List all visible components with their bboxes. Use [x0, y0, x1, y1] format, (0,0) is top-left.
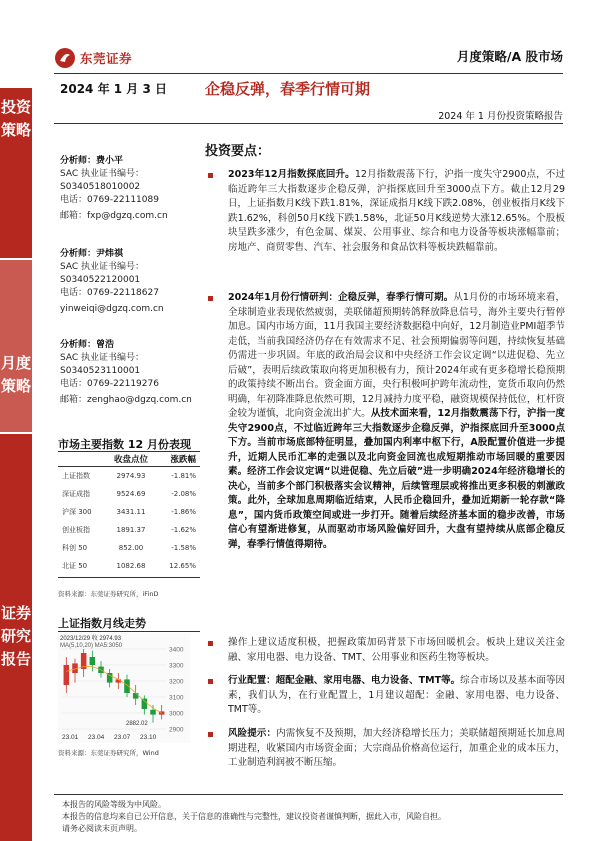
index-change: -1.86% — [171, 508, 196, 516]
table-row — [58, 467, 200, 485]
report-subtitle: 2024 年 1 月份投资策略报告 — [438, 111, 563, 122]
index-close: 1891.37 — [116, 526, 146, 534]
index-header-close: 收盘点位 — [113, 455, 148, 465]
analyst-phone: 电话：0769-22119276 — [60, 379, 159, 389]
brand-name: 东莞证券 — [80, 51, 133, 66]
analyst-name: 分析师：曾浩 — [60, 340, 115, 350]
brand-logo — [54, 47, 132, 69]
index-change: -2.08% — [171, 490, 196, 498]
index-table-header — [58, 453, 200, 465]
bullet-icon — [208, 296, 213, 301]
footer-divider — [54, 794, 563, 795]
y-tick-label: 3100 — [169, 694, 184, 702]
trend-chart — [58, 633, 190, 743]
candle-body — [64, 665, 70, 685]
candle-body — [133, 693, 139, 699]
key-point-item — [208, 674, 565, 718]
x-tick-label: 23.07 — [114, 734, 131, 741]
index-name: 深证成指 — [62, 490, 90, 498]
report-title: 企稳反弹，春季行情可期 — [205, 80, 371, 98]
analyst-cert: S0340523110001 — [60, 366, 141, 376]
index-close: 9524.69 — [116, 490, 146, 498]
table-row — [58, 521, 200, 539]
index-close: 2974.93 — [116, 472, 146, 480]
footer-disclaimer: 本报告的信息均来自已公开信息，关于信息的准确性与完整性，建议投资者谨慎判断，据此入市，风险自担。 — [62, 812, 446, 821]
chart-label-ma: MA(5,10,20) MA5:3050 — [60, 643, 123, 649]
bullet-icon — [208, 173, 213, 178]
header-divider — [54, 73, 563, 74]
index-table-top-rule — [58, 451, 200, 452]
y-tick-label: 2900 — [169, 726, 184, 734]
key-point-body: 综合市场以及基本面等因素，我们认为，在行业配置上，1月建议超配：金融、家用电器、电力设备、TMT等。 — [228, 675, 565, 715]
index-change: -1.81% — [171, 472, 196, 480]
key-point-item — [208, 291, 565, 552]
index-close: 1082.68 — [116, 562, 146, 570]
analyst-phone: 电话：0769-22111089 — [60, 195, 159, 205]
analyst-cert-label: SAC 执业证书编号： — [60, 169, 145, 179]
index-close: 3431.11 — [116, 508, 146, 516]
analyst-cert: S0340522120001 — [60, 275, 141, 285]
y-tick-label: 3400 — [169, 646, 184, 654]
report-date: 2024 年 1 月 3 日 — [60, 82, 167, 96]
analyst-block — [60, 339, 200, 407]
index-name: 创业板指 — [62, 526, 90, 534]
key-point-item — [208, 727, 565, 771]
side-tab-research-label: 证券 研究 报告 — [0, 604, 31, 668]
key-point-technical: 从技术面来看，12月指数震荡下行，沪指一度失守2900点，不过临近跨年三大指数逐步企稳反弹，沪指探底回升至3000点下方。当前市场底部特征明显，叠加国内利率中枢下行，A股配置价值进一步提升，近期人民币汇率的走强以及北向资金回流也成短期推动市场回暖的重要因素。经济工作会议定调“以进促稳、先立后破”进一步明确2024年经济稳增长的决心，当前多个部门积极落实会议精神，后续管理层或将推出更多积极的刺激政策。此外，全球加息周期临近结束，人民币企稳回升，叠加近期新一轮存款“降息”，国内货币政策空间或进一步打开。随着后续经济基本面的稳步改善，市场信心有望渐进修复，从而驱动市场风险偏好回升，大盘有望持续从底部企稳反弹，春季行情值得期待。 — [228, 408, 565, 550]
report-type: 月度策略/A 股市场 — [456, 49, 563, 64]
trend-chart-source: 资料来源：东莞证券研究所，Wind — [58, 749, 159, 757]
key-point-item — [208, 636, 565, 665]
index-header-name — [58, 453, 108, 465]
brand-logo-icon — [54, 47, 76, 69]
key-point-body: 从1月份的市场环境来看，全球制造业表现依然疲弱，美联储超预期转鸽释放降息信号，海外主要央行暂停加息。国内市场方面，11月我国主要经济数据稳中向好，12月制造业PMI超季节走低，当前我国经济仍存在有效需求不足、社会预期偏弱等问题，持续恢复基础仍需进一步巩固。年底的政治局会议和中央经济工作会议定调“以进促稳、先立后破”，表明后续政策取向将更加积极有力，预计2024年或有更多稳增长稳预期的政策持续不断出台。资金面方面，央行积极呵护跨年流动性，宽货币取向仍然明确，年初降准降息依然可期，12月减持力度平稳，融资规模保持低位，杠杆资金较为谨慎，北向资金流出扩大。 — [228, 292, 565, 419]
y-tick-label: 3300 — [169, 662, 184, 670]
analyst-cert-label: SAC 执业证书编号： — [60, 353, 145, 363]
table-row — [58, 503, 200, 521]
side-tab-monthly — [0, 260, 32, 432]
low-point-label: 2882.02 — [126, 721, 148, 727]
footer-risk: 本报告的风险等级为中风险。 — [62, 800, 166, 809]
index-name: 北证 50 — [62, 562, 88, 570]
analyst-block — [60, 248, 200, 316]
bullet-icon — [208, 641, 213, 646]
key-point-lead: 风险提示： — [228, 728, 277, 739]
x-tick-label: 23.01 — [62, 734, 79, 741]
side-tab-monthly-label: 月度 策略 — [0, 354, 31, 395]
candle-body — [124, 679, 130, 693]
key-point-lead: 行业配置： — [228, 675, 276, 686]
x-tick-label: 23.04 — [88, 734, 105, 741]
side-tab-strategy — [0, 88, 32, 258]
side-tab-research — [0, 434, 32, 841]
bullet-icon — [208, 732, 213, 737]
key-point-body: 操作上建议适度积极，把握政策加码背景下市场回暖机会。板块上建议关注金融、家用电器、电力设备、TMT、公用事业和医药生物等板块。 — [228, 637, 565, 663]
x-tick-label: 23.10 — [140, 734, 157, 741]
index-change: -1.58% — [171, 544, 196, 552]
analyst-block — [60, 155, 200, 223]
index-name: 沪深 300 — [62, 508, 92, 516]
trend-chart-title: 上证指数月线走势 — [58, 617, 146, 630]
analyst-cert: S0340518010002 — [60, 182, 141, 192]
analyst-email[interactable]: 邮箱：zenghao@dgzq.com.cn — [60, 395, 192, 405]
subtitle-divider — [54, 123, 563, 124]
candle-body — [90, 657, 96, 665]
analyst-phone: 电话：0769-22118627 — [60, 288, 159, 298]
trend-chart-top-rule — [58, 631, 200, 632]
candle-body — [142, 699, 148, 709]
y-tick-label: 3200 — [169, 678, 184, 686]
index-header-change: 涨跌幅 — [170, 455, 196, 465]
bullet-icon — [208, 679, 213, 684]
index-name: 科创 50 — [62, 544, 88, 552]
index-table — [58, 467, 200, 575]
key-point-body: 12月指数震荡下行，沪指一度失守2900点，不过临近跨年三大指数逐步企稳反弹，沪指探底回升至3000点下方。截止12月29日，上证指数月K线下跌1.81%，深证成指月K线下跌2.08%，创业板指月K线下跌1.62%，科创50月K线下跌1.58%，北证50月K线逆势大涨12.65%。个股板块呈跌多涨少，有色金属、煤炭、公用事业、综合和电力设备等板块涨幅靠前；房地产、商贸零售、汽车、社会服务和食品饮料等板块跌幅靠前。 — [228, 169, 565, 253]
key-point-lead: 2024年1月份行情研判：企稳反弹，春季行情可期。 — [228, 292, 454, 303]
index-table-bottom-rule — [58, 577, 200, 578]
candle-body — [150, 710, 156, 715]
index-change: -1.62% — [171, 526, 196, 534]
footer-notice: 请务必阅读末页声明。 — [62, 824, 142, 833]
index-table-title: 市场主要指数 12 月份表现 — [58, 438, 191, 451]
analyst-cert-label: SAC 执业证书编号： — [60, 262, 145, 272]
key-point-body: 内需恢复不及预期，加大经济稳增长压力；美联储超预期延长加息周期进程，收紧国内市场资金面；大宗商品价格高位运行，加重企业的成本压力，工业制造利润被不断压缩。 — [228, 728, 565, 768]
table-row — [58, 485, 200, 503]
index-change: 12.65% — [169, 562, 196, 570]
analyst-email[interactable]: 邮箱：fxp@dgzq.com.cn — [60, 211, 168, 221]
key-point-lead-mid: 超配金融、家用电器、电力设备、TMT等。 — [275, 675, 461, 686]
analyst-name: 分析师：尹炜祺 — [60, 249, 124, 259]
chart-label-top: 2023/12/29 收 2974.93 — [60, 636, 122, 642]
index-close: 852.00 — [118, 544, 144, 552]
key-point-lead: 2023年12月指数探底回升。 — [228, 169, 355, 180]
table-row — [58, 539, 200, 557]
key-points-title: 投资要点： — [205, 144, 271, 159]
table-row — [58, 557, 200, 575]
y-tick-label: 3000 — [169, 710, 184, 718]
analyst-email[interactable]: yinweiqi@dgzq.com.cn — [60, 304, 164, 314]
side-tab-strategy-label: 投资 策略 — [0, 98, 31, 139]
key-point-item — [208, 168, 565, 255]
analyst-name: 分析师：费小平 — [60, 156, 124, 166]
index-name: 上证指数 — [62, 472, 90, 480]
index-table-source: 资料来源：东莞证券研究所，iFinD — [58, 590, 159, 598]
